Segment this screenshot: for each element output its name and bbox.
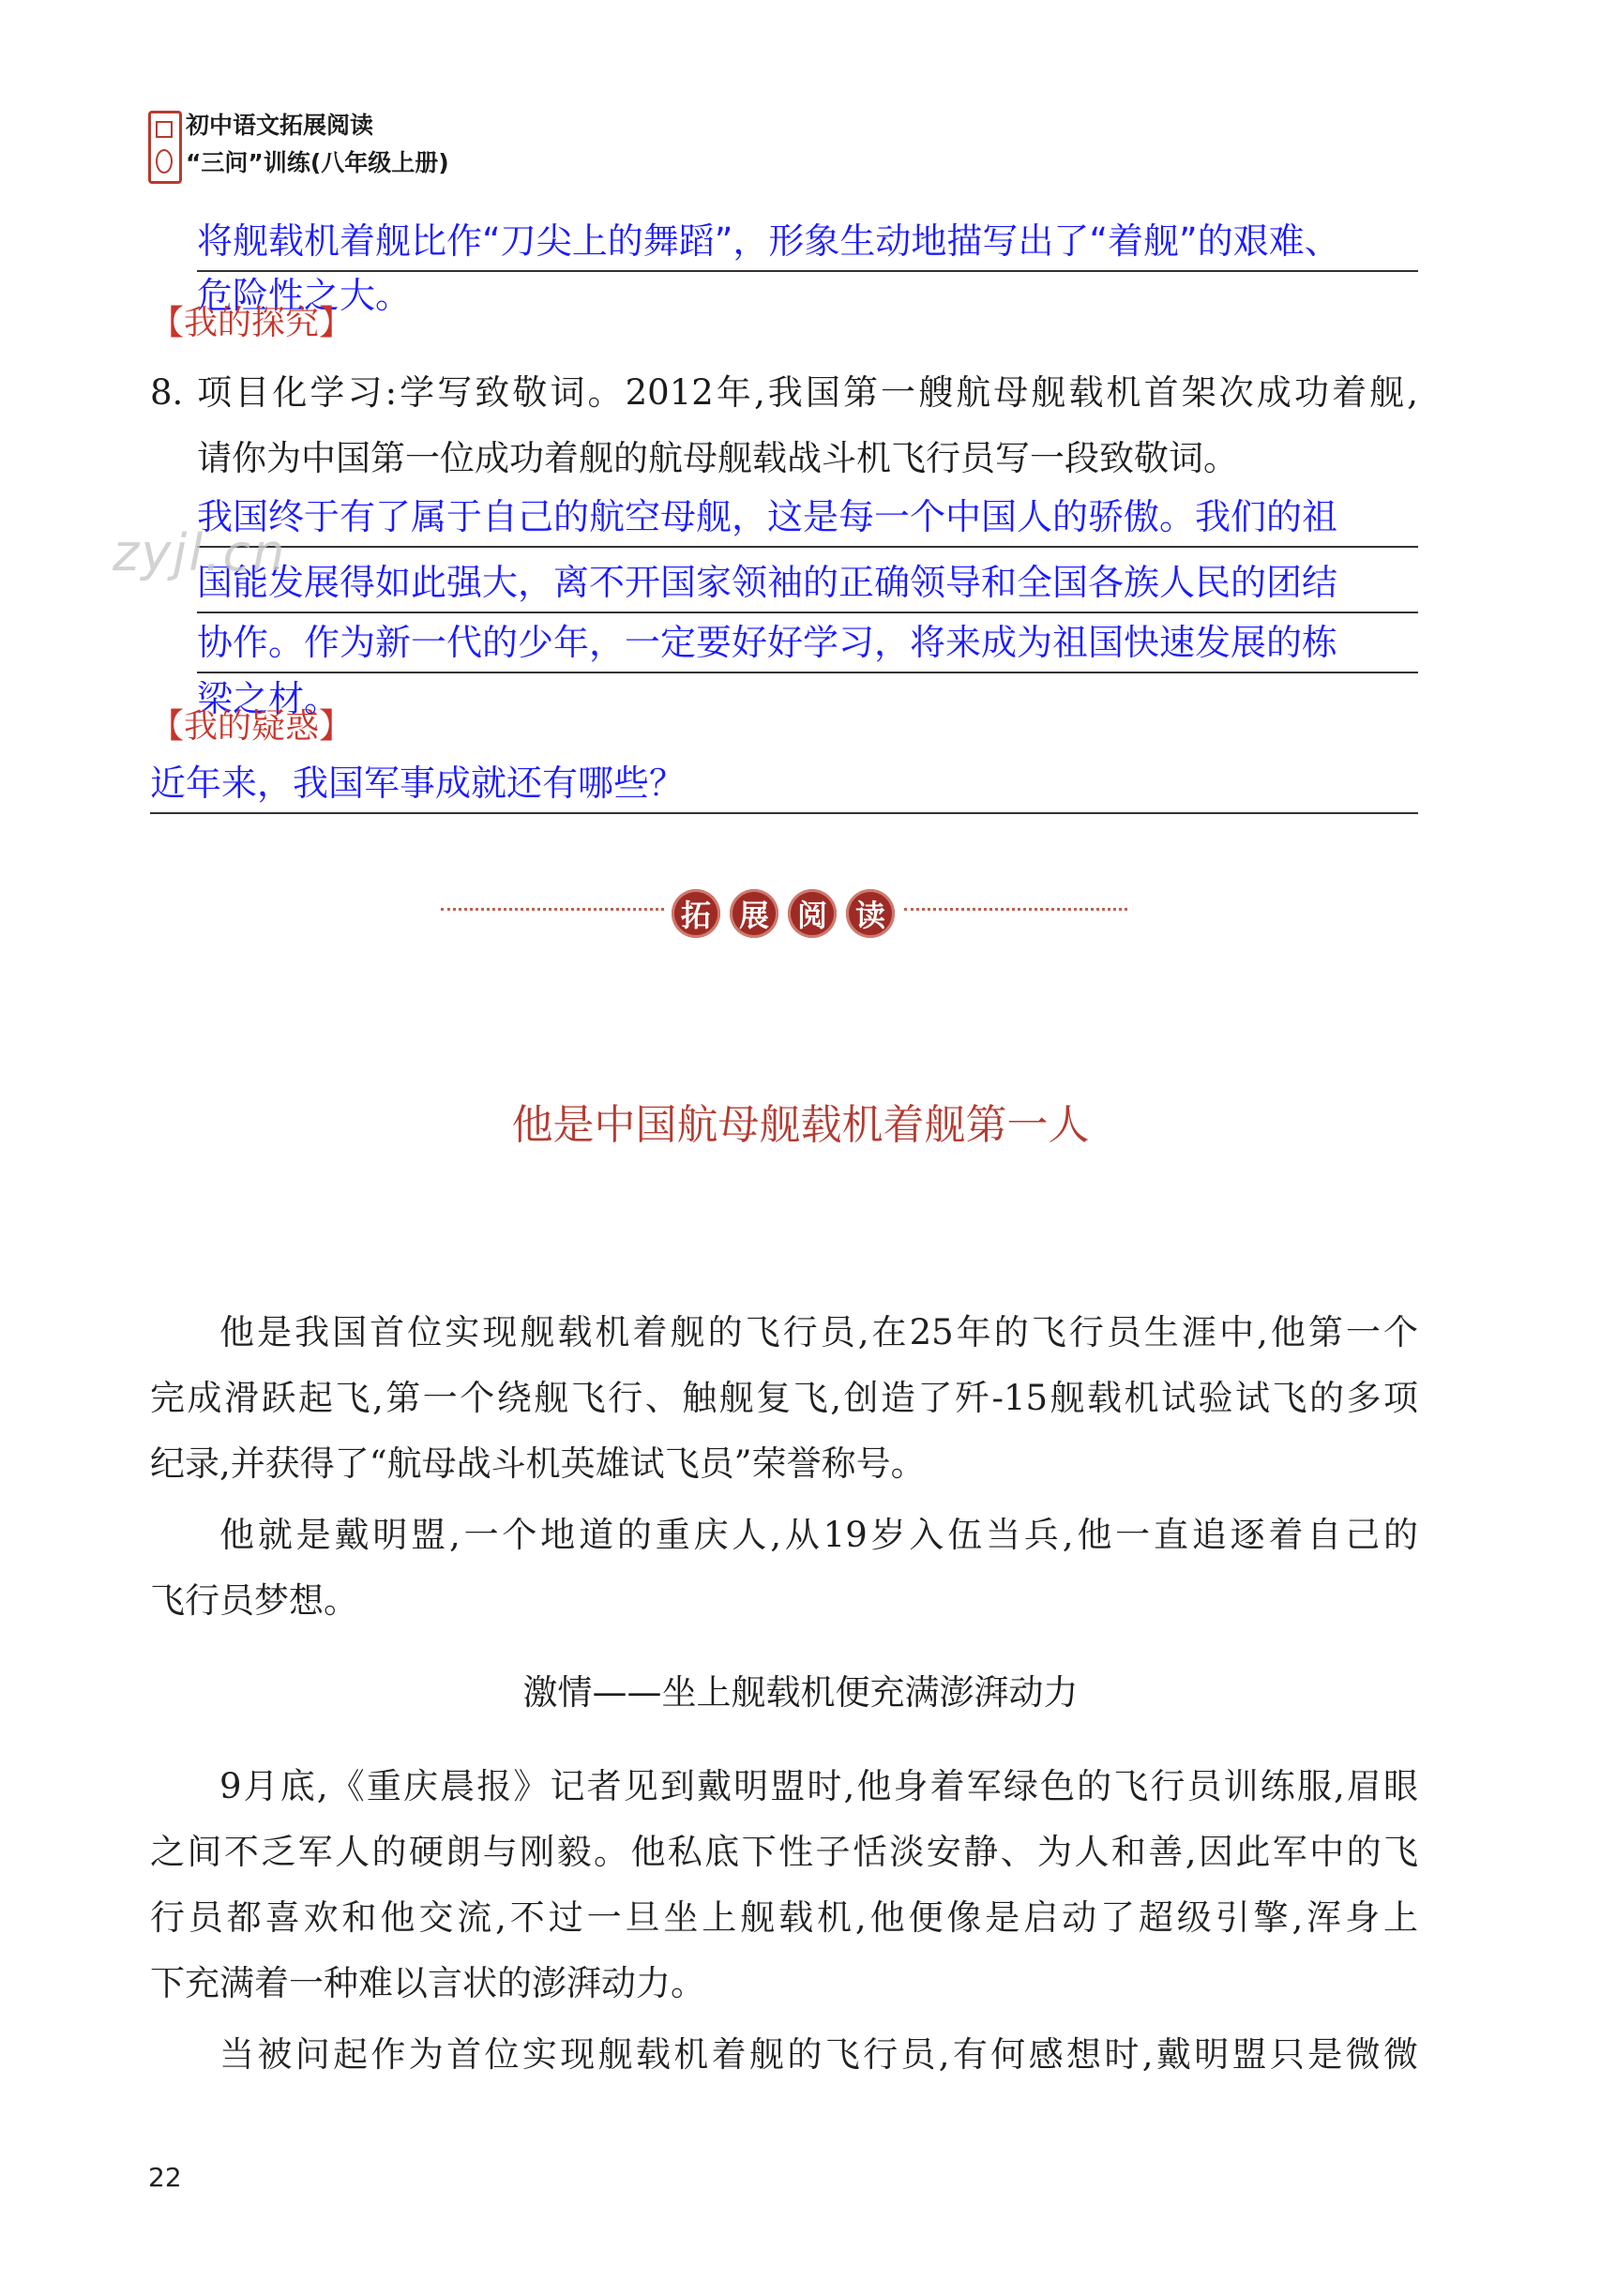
question8-line-2: 请你为中国第一位成功着舰的航母舰载战斗机飞行员写一段致敬词。 <box>197 438 1238 478</box>
article-line: 行员都喜欢和他交流,不过一旦坐上舰载机,他便像是启动了超级引擎,浑身上 <box>150 1897 1418 1938</box>
doubt-answer: 近年来，我国军事成就还有哪些？ <box>150 763 686 804</box>
answer8-line-4: 梁之材。 <box>197 678 340 719</box>
article-line: 纪录,并获得了“航母战斗机英雄试飞员”荣誉称号。 <box>150 1443 926 1484</box>
question8-line-1: 8. 项目化学习:学写致敬词。2012年,我国第一艘航母舰载机首架次成功着舰, <box>150 372 1418 413</box>
watermark: zyjl.cn <box>113 523 287 582</box>
article-line: 之间不乏军人的硬朗与刚毅。他私底下性子恬淡安静、为人和善,因此军中的飞 <box>150 1832 1418 1872</box>
banner-dots-left <box>441 908 664 911</box>
book-series-title: 初中语文拓展阅读 <box>186 112 374 139</box>
article-line: 下充满着一种难以言状的澎湃动力。 <box>150 1963 705 2003</box>
article-title: 他是中国航母舰载机着舰第一人 <box>511 1101 1090 1149</box>
answer-rule <box>197 672 1418 673</box>
article-line: 9月底,《重庆晨报》记者见到戴明盟时,他身着军绿色的飞行员训练服,眉眼 <box>219 1766 1418 1806</box>
article-line: 他是我国首位实现舰载机着舰的飞行员,在25年的飞行员生涯中,他第一个 <box>219 1312 1418 1352</box>
banner-seal-1: 拓 <box>672 889 720 938</box>
answer7-line-1: 将舰载机着舰比作“刀尖上的舞蹈”，形象生动地描写出了“着舰”的艰难、 <box>197 220 1340 262</box>
answer-rule <box>197 612 1418 613</box>
page-number: 22 <box>148 2162 182 2193</box>
answer8-line-3: 协作。作为新一代的少年，一定要好好学习，将来成为祖国快速发展的栋 <box>197 622 1338 663</box>
section-my-doubts: 【我的疑惑】 <box>150 707 354 746</box>
answer8-line-1: 我国终于有了属于自己的航空母舰，这是每一个中国人的骄傲。我们的祖 <box>197 496 1338 537</box>
article-subheading: 激情——坐上舰载机便充满澎湃动力 <box>522 1672 1079 1713</box>
section-my-exploration: 【我的探究】 <box>150 304 354 342</box>
banner-dots-right <box>904 908 1127 911</box>
article-line: 完成滑跃起飞,第一个绕舰飞行、触舰复飞,创造了歼-15舰载机试验试飞的多项 <box>150 1378 1418 1418</box>
book-subtitle: “三问”训练(八年级上册) <box>186 149 449 176</box>
article-line: 当被问起作为首位实现舰载机着舰的飞行员,有何感想时,戴明盟只是微微 <box>219 2034 1418 2075</box>
article-line: 他就是戴明盟,一个地道的重庆人,从19岁入伍当兵,他一直追逐着自己的 <box>219 1515 1418 1555</box>
banner-seal-4: 读 <box>846 889 895 938</box>
publisher-logo <box>148 111 182 184</box>
banner-seal-2: 展 <box>730 889 778 938</box>
answer8-line-2: 国能发展得如此强大，离不开国家领袖的正确领导和全国各族人民的团结 <box>197 562 1338 603</box>
article-line: 飞行员梦想。 <box>150 1580 358 1621</box>
banner-seal-3: 阅 <box>788 889 837 938</box>
answer7-line-2: 危险性之大。 <box>197 275 412 316</box>
answer-rule <box>150 812 1418 814</box>
answer-rule <box>197 546 1418 548</box>
